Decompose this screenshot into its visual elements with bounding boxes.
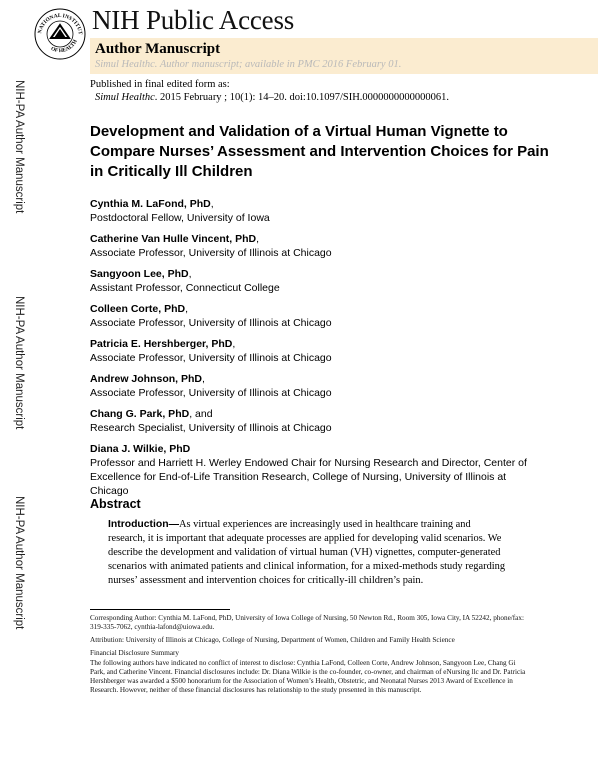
author-manuscript-label: Author Manuscript [95, 41, 221, 57]
author-name: Catherine Van Hulle Vincent, PhD [90, 233, 257, 245]
author-entry [90, 407, 530, 435]
author-affiliation: Professor and Harriett H. Werley Endowed Chair for Nursing Research and Director, Center of Excellence for End-of-Life Transition Research, College of Nursing, University of Illinois at Chicago [90, 457, 527, 497]
nih-seal-logo [34, 8, 86, 60]
author-name-tail: , [256, 233, 260, 245]
author-affiliation: Associate Professor, University of Illinois at Chicago [90, 387, 332, 399]
author-entry [90, 267, 530, 295]
citation-line [95, 91, 449, 104]
article-title: Development and Validation of a Virtual Human Vignette to Compare Nurses’ Assessment and Intervention Choices for Pain in Critically Ill Children [90, 123, 549, 180]
author-entry [90, 197, 530, 225]
author-name-tail: , and [189, 408, 213, 420]
side-label-middle: NIH-PA Author Manuscript [13, 296, 25, 430]
author-affiliation: Associate Professor, University of Illinois at Chicago [90, 317, 332, 329]
author-affiliation: Associate Professor, University of Illinois at Chicago [90, 352, 332, 364]
author-affiliation: Assistant Professor, Connecticut College [90, 282, 280, 294]
author-name: Chang G. Park, PhD [90, 408, 190, 420]
corresponding-author-note: Corresponding Author: Cynthia M. LaFond, PhD, University of Iowa College of Nursing, 50 Newton Rd., Room 305, Iowa City, IA 52242, phone/fax: 319-335-7062, cynthia-lafond@uiowa.edu. [90, 614, 524, 631]
author-name-tail: , [188, 268, 192, 280]
author-name: Diana J. Wilkie, PhD [90, 443, 191, 455]
side-label-top: NIH-PA Author Manuscript [13, 80, 25, 214]
abstract-heading: Abstract [90, 497, 141, 511]
nih-public-access-title: NIH Public Access [92, 5, 295, 35]
attribution-note: Attribution: University of Illinois at Chicago, College of Nursing, Department of Women, Children and Family Health Science [90, 636, 455, 644]
financial-disclosure-heading: Financial Disclosure Summary [90, 649, 180, 657]
author-entry [90, 372, 530, 400]
author-name: Cynthia M. LaFond, PhD [90, 198, 211, 210]
author-entry [90, 442, 530, 498]
availability-note: Simul Healthc. Author manuscript; available in PMC 2016 February 01. [95, 59, 402, 70]
author-name-tail: , [232, 338, 236, 350]
author-name-tail: , [185, 303, 189, 315]
introduction-text: As virtual experiences are increasingly used in healthcare training and research, it is important that adequate processes are applied for developing valid scenarios. We describe the development and validation of virtual human (VH) vignettes, computer-generated scenarios with animated patients and clinical information, for a mixed-methods study regarding nurses’ assessment and intervention choices for critically-ill children’s pain. [108, 519, 506, 586]
abstract-introduction [108, 518, 508, 588]
journal-name: Simul Healthc [95, 92, 155, 103]
financial-disclosure-text: The following authors have indicated no conflict of interest to disclose: Cynthia LaFond, Colleen Corte, Andrew Johnson, Sangyoon Lee, Chang Gi Park, and Catherine Vincent. Financial disclosures include: Dr. Diana Wilkie is the co-founder, co-owner, and chairman of eNursing llc and Dr. Patricia Hershberger was awarded a $500 honorarium for the Association of Women’s Health, Obstetric, and Neonatal Nurses 2013 Award of Excellence in Research. However, neither of these financial disclosures has relationship to the study presented in this manuscript. [90, 659, 526, 694]
logo-text-top: NATIONAL INSTITUT [37, 12, 83, 36]
author-affiliation: Postdoctoral Fellow, University of Iowa [90, 212, 270, 224]
author-name: Patricia E. Hershberger, PhD [90, 338, 233, 350]
logo-text-bottom: OF HEALTH [49, 38, 79, 55]
citation-details: . 2015 February ; 10(1): 14–20. doi:10.1097/SIH.0000000000000061. [154, 92, 450, 103]
author-name-tail: , [202, 373, 205, 385]
author-affiliation: Research Specialist, University of Illinois at Chicago [90, 422, 332, 434]
introduction-label: Introduction— [108, 519, 179, 530]
author-entry [90, 302, 530, 330]
author-name: Colleen Corte, PhD [90, 303, 186, 315]
author-name: Sangyoon Lee, PhD [90, 268, 189, 280]
side-label-bottom: NIH-PA Author Manuscript [13, 496, 25, 630]
author-entry [90, 232, 530, 260]
author-entry [90, 337, 530, 365]
author-affiliation: Associate Professor, University of Illinois at Chicago [90, 247, 332, 259]
published-in-label: Published in final edited form as: [90, 79, 230, 90]
author-name: Andrew Johnson, PhD [90, 373, 203, 385]
author-name-tail: , [210, 198, 214, 210]
author-list [90, 197, 530, 505]
footnote-divider [90, 609, 230, 610]
